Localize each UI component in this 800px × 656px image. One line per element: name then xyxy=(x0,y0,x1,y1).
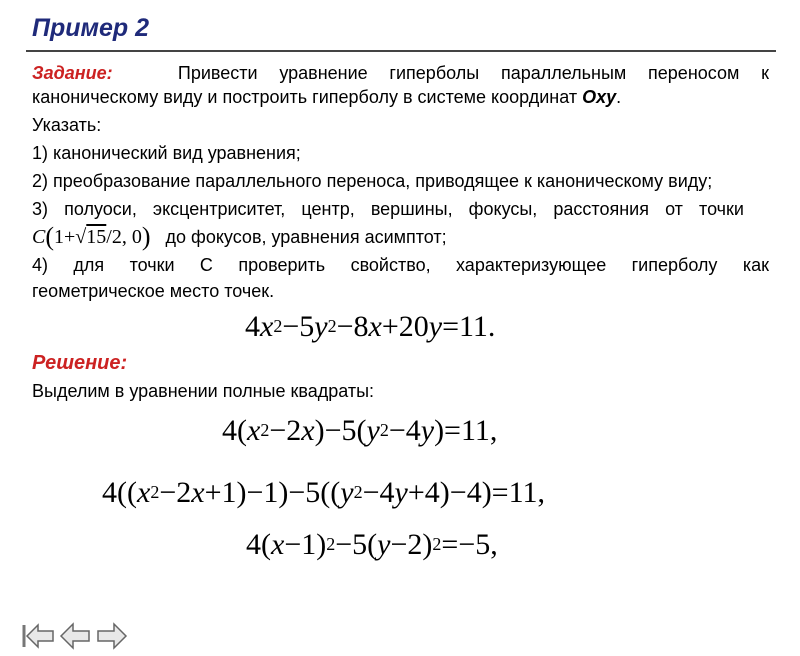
item-1: 1) канонический вид уравнения; xyxy=(32,143,301,163)
prev-page-icon[interactable] xyxy=(58,620,92,652)
item-3-line-2: C(1+√15/2, 0) до фокусов, уравнения асимптот; xyxy=(32,222,447,251)
task-text-1: Привести уравнение гиперболы параллельным переносом к xyxy=(177,63,769,83)
task-line-2: каноническому виду и построить гиперболу в системе координат Oxy. xyxy=(32,87,622,107)
solution-heading: Решение: xyxy=(32,352,128,374)
first-page-icon[interactable] xyxy=(20,620,56,652)
equation-step-3: $4(x-1)^2-5(y-2)^2=-5$, xyxy=(246,528,498,561)
page-title: Пример 2 xyxy=(32,14,150,42)
solution-intro: Выделим в уравнении полные квадраты: xyxy=(32,381,375,401)
task-line-1: Задание: Привести уравнение гиперболы параллельным переносом к xyxy=(32,63,769,83)
item-2: 2) преобразование параллельного переноса, приводящее к каноническому виду; xyxy=(32,171,713,191)
item-4-line-2: геометрическое место точек. xyxy=(32,281,275,301)
specify-label: Указать: xyxy=(32,115,102,135)
item-3-rest: до фокусов, уравнения асимптот; xyxy=(165,227,447,247)
equation-step-1: $4(x^2-2x)-5(y^2-4y)=11$, xyxy=(222,414,498,447)
coord-system: Oxy xyxy=(582,87,617,107)
next-page-icon[interactable] xyxy=(95,620,129,652)
main-equation: $4x^2-5y^2-8x+20y=11$. xyxy=(245,310,496,343)
item-4-line-1: 4) для точки С проверить свойство, характеризующее гиперболу как xyxy=(32,255,769,275)
solution-label: Решение xyxy=(32,352,121,374)
point-c: C xyxy=(32,226,46,248)
title-divider xyxy=(26,50,776,52)
equation-step-2: $4((x^2-2x+1)-1)-5((y^2-4y+4)-4)=11$, xyxy=(102,476,545,509)
item-3-line-1: 3) полуоси, эксцентриситет, центр, вершины, фокусы, расстояния от точки xyxy=(32,199,744,219)
task-label: Задание xyxy=(32,63,107,83)
